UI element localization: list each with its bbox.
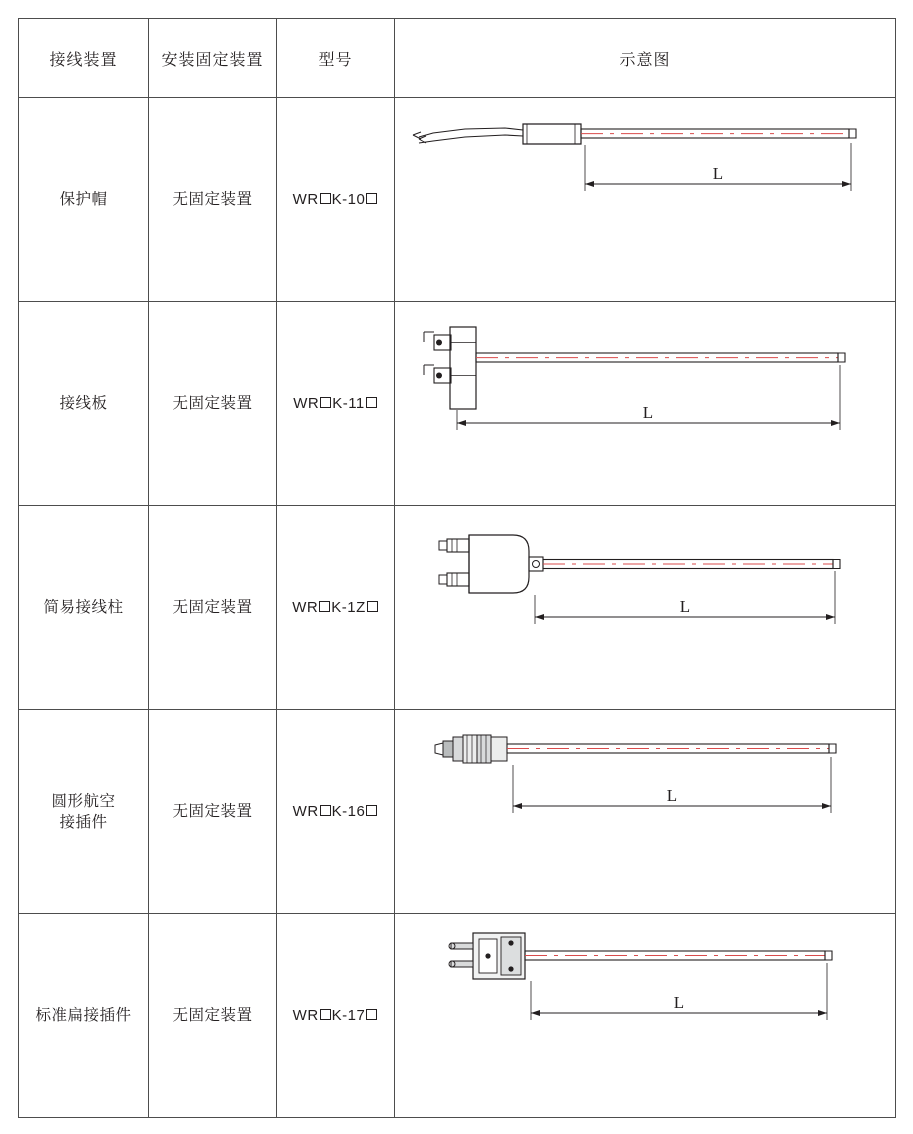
cell-model [277, 506, 395, 710]
model-prefix: WR [292, 803, 319, 820]
header-mounting-device: 安装固定装置 [149, 19, 277, 98]
circular-aviation-connector-probe-diagram [395, 711, 896, 912]
cell-terminal-device [19, 710, 149, 914]
cell-diagram [395, 914, 896, 1118]
cell-terminal-device: 接线板 [19, 302, 149, 506]
cell-terminal-device-line2: 接插件 [59, 813, 108, 831]
simple-terminal-post-probe-diagram [395, 507, 896, 708]
cell-diagram [395, 710, 896, 914]
thermocouple-spec-table [18, 18, 896, 1118]
table-header-row [19, 19, 896, 98]
placeholder-square-icon [320, 805, 331, 816]
placeholder-square-icon [366, 397, 377, 408]
svg-text:L: L [642, 403, 654, 422]
model-middle: K-11 [332, 395, 365, 412]
cell-mounting-device: 无固定装置 [149, 710, 277, 914]
cell-model [277, 302, 395, 506]
svg-text:L: L [673, 993, 685, 1012]
cell-terminal-device: 标准扁接插件 [19, 914, 149, 1118]
svg-text:L: L [679, 597, 691, 616]
placeholder-square-icon [367, 601, 378, 612]
model-middle: K-16 [331, 803, 366, 820]
cell-terminal-device: 简易接线柱 [19, 506, 149, 710]
cell-mounting-device: 无固定装置 [149, 914, 277, 1118]
table-row [19, 710, 896, 914]
placeholder-square-icon [366, 193, 377, 204]
table-row [19, 506, 896, 710]
table-header [19, 19, 896, 98]
cell-mounting-device: 无固定装置 [149, 506, 277, 710]
cell-mounting-device: 无固定装置 [149, 302, 277, 506]
model-middle: K-17 [331, 1007, 366, 1024]
model-prefix: WR [292, 1007, 319, 1024]
placeholder-square-icon [366, 805, 377, 816]
cell-mounting-device: 无固定装置 [149, 98, 277, 302]
svg-text:L: L [712, 164, 724, 183]
placeholder-square-icon [320, 1009, 331, 1020]
terminal-block-probe-diagram [395, 303, 896, 504]
cell-terminal-device: 保护帽 [19, 98, 149, 302]
placeholder-square-icon [320, 397, 331, 408]
protective-cap-probe-diagram [395, 99, 896, 300]
cell-terminal-device-line1: 圆形航空 [51, 792, 116, 810]
cell-model [277, 98, 395, 302]
cell-model [277, 914, 395, 1118]
table-row [19, 302, 896, 506]
header-model: 型号 [277, 19, 395, 98]
cell-model [277, 710, 395, 914]
header-terminal-device: 接线装置 [19, 19, 149, 98]
placeholder-square-icon [320, 193, 331, 204]
table-body [19, 98, 896, 1118]
model-prefix: WR [292, 599, 319, 616]
table-row [19, 98, 896, 302]
cell-diagram [395, 506, 896, 710]
placeholder-square-icon [366, 1009, 377, 1020]
model-prefix: WR [293, 395, 320, 412]
model-middle: K-1Z [331, 599, 366, 616]
standard-flat-connector-probe-diagram [395, 915, 896, 1116]
table-row [19, 914, 896, 1118]
model-middle: K-10 [331, 191, 366, 208]
placeholder-square-icon [319, 601, 330, 612]
cell-diagram [395, 98, 896, 302]
cell-diagram [395, 302, 896, 506]
header-diagram: 示意图 [395, 19, 896, 98]
model-prefix: WR [292, 191, 319, 208]
svg-text:L: L [666, 786, 678, 805]
